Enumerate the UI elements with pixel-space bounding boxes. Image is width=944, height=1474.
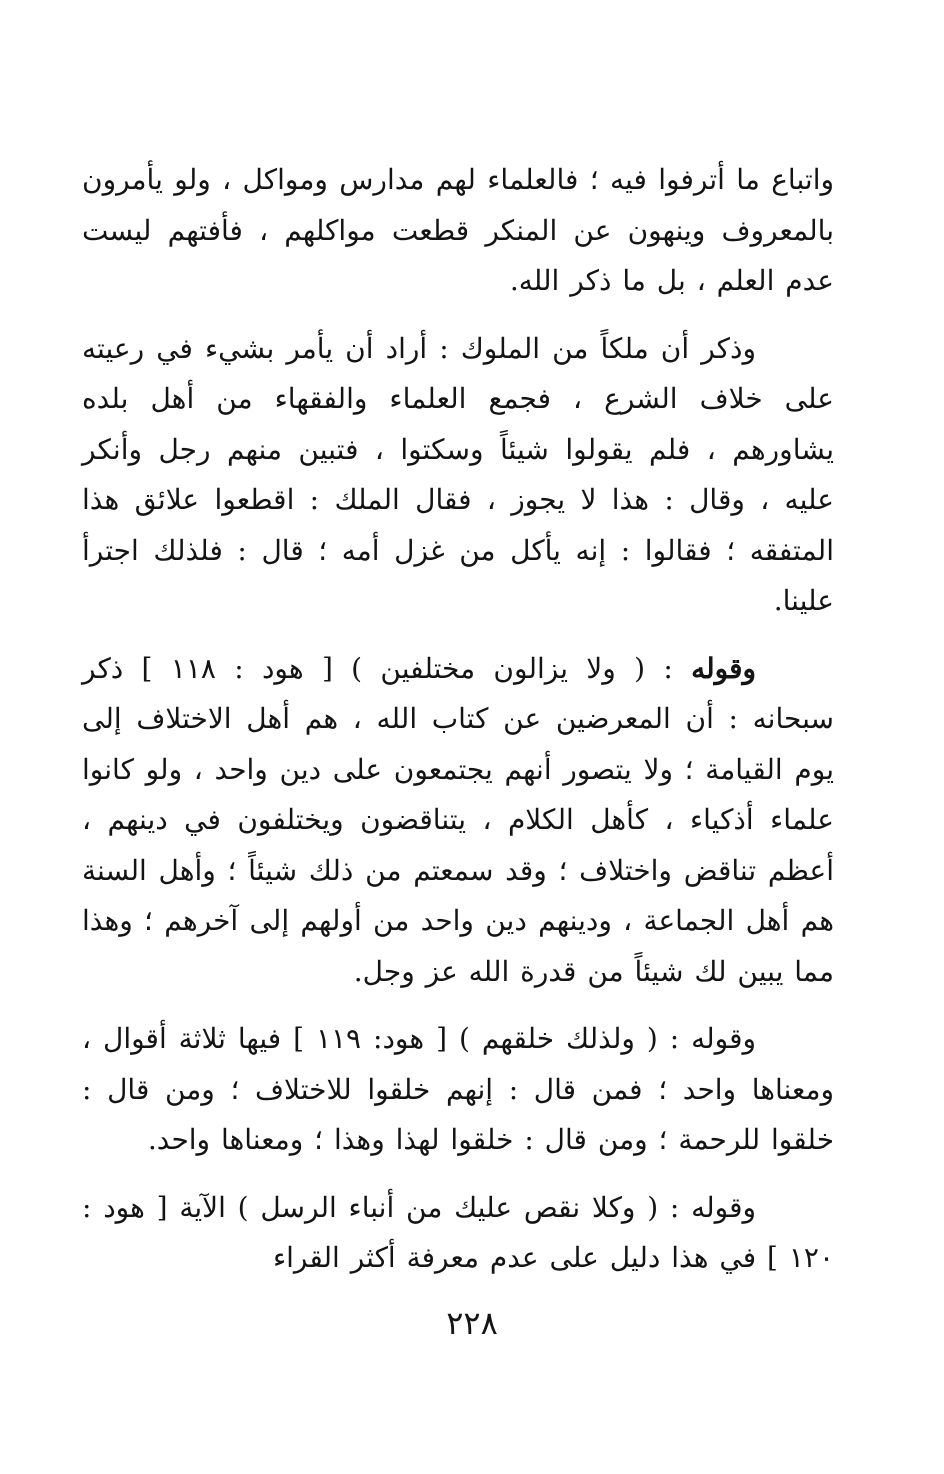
paragraph-5-text: وقوله : ( وكلا نقص عليك من أنباء الرسل ) الآية [ هود : ١٢٠ ] في هذا دليل على عدم معرفة أكثر القراء (82, 1190, 834, 1274)
paragraph-3-text: : ( ولا يزالون مختلفين ) [ هود : ١١٨ ] ذكر سبحانه : أن المعرضين عن كتاب الله ، هم أهل الاختلاف إلى يوم القيامة ؛ ولا يتصور أنهم يجتمعون على دين واحد ، ولو كانوا علماء أذكياء ، كأهل الكلام ، يتناقضون ويختلفون في دينهم ، أعظم تناقض واختلاف ؛ وقد سمعتم من ذلك شيئاً ؛ وأهل السنة هم أهل الجماعة ، ودينهم دين واحد من أولهم إلى آخرهم ؛ وهذا مما يبين لك شيئاً من قدرة الله عز وجل. (82, 651, 834, 988)
paragraph-4-text: وقوله : ( ولذلك خلقهم ) [ هود: ١١٩ ] فيها ثلاثة أقوال ، ومعناها واحد ؛ فمن قال : إنهم خلقوا للاختلاف ؛ ومن قال : خلقوا للرحمة ؛ ومن قال : خلقوا لهذا وهذا ؛ ومعناها واحد. (82, 1022, 834, 1156)
paragraph-4 (82, 1014, 834, 1166)
paragraph-3 (82, 644, 834, 998)
body-text (82, 155, 834, 1284)
paragraph-1-text: واتباع ما أترفوا فيه ؛ فالعلماء لهم مدارس ومواكل ، ولو يأمرون بالمعروف وينهون عن المنكر قطعت مواكلهم ، فأفتهم ليست عدم العلم ، بل ما ذكر الله. (82, 163, 834, 297)
page-number: ٢٢٨ (446, 1304, 498, 1342)
paragraph-2-text: وذكر أن ملكاً من الملوك : أراد أن يأمر بشيء في رعيته على خلاف الشرع ، فجمع العلماء والفقهاء من أهل بلده يشاورهم ، فلم يقولوا شيئاً وسكتوا ، فتبين منهم رجل وأنكر عليه ، وقال : هذا لا يجوز ، فقال الملك : اقطعوا علائق هذا المتفقه ؛ فقالوا : إنه يأكل من غزل أمه ؛ قال : فلذلك اجترأ علينا. (82, 331, 834, 617)
paragraph-1 (82, 155, 834, 307)
paragraph-2 (82, 324, 834, 627)
paragraph-3-lead: وقوله (691, 651, 756, 685)
paragraph-5 (82, 1183, 834, 1284)
